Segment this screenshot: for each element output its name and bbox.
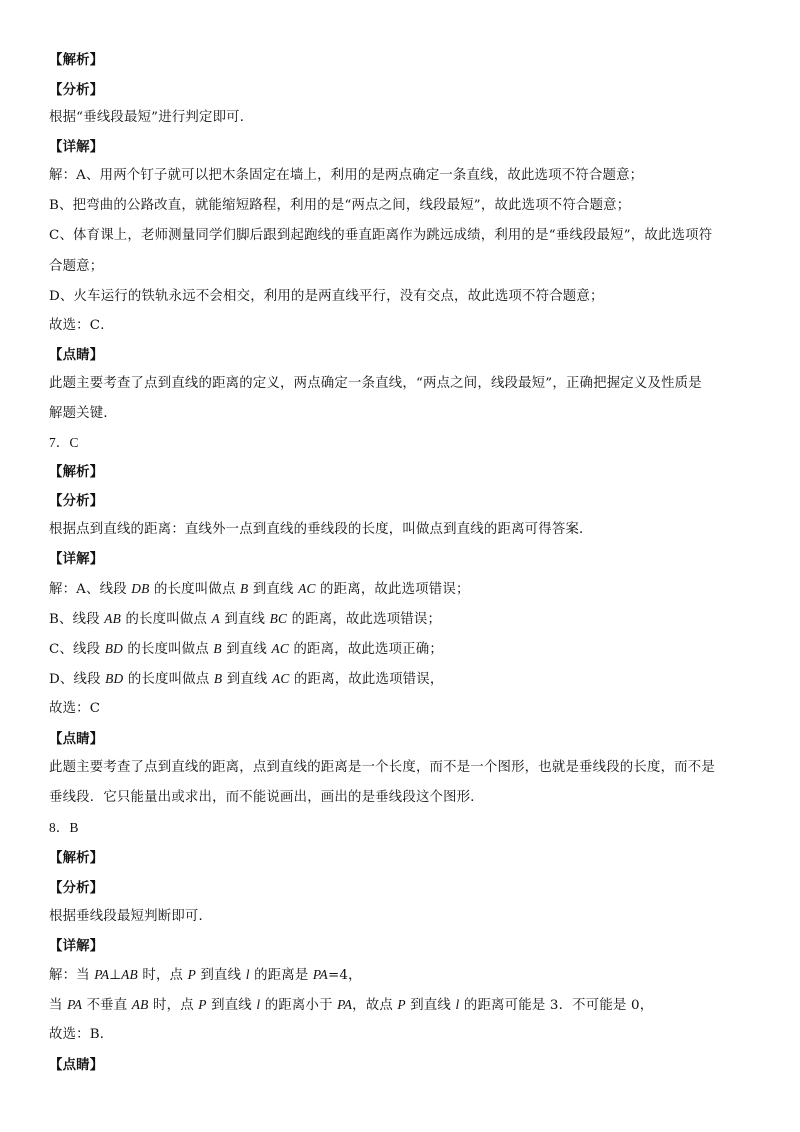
section-heading-xiangjie: 【详解】 bbox=[49, 139, 104, 155]
text-segment: B、线段 bbox=[49, 612, 105, 627]
math-symbol: AB bbox=[121, 967, 138, 982]
answer-choice: 故选：C． bbox=[49, 318, 114, 333]
text-segment: 到直线 bbox=[196, 968, 246, 983]
section-heading-xiangjie: 【详解】 bbox=[49, 938, 104, 954]
section-heading-dianjing: 【点睛】 bbox=[49, 731, 104, 747]
answer-choice: 故选：B． bbox=[49, 1027, 114, 1042]
section-heading-jiexi: 【解析】 bbox=[49, 52, 104, 68]
math-symbol: A bbox=[211, 611, 220, 626]
solution-line-d: D、火车运行的铁轨永远不会相交，利用的是两直线平行，没有交点，故此选项不符合题意； bbox=[49, 289, 604, 304]
math-symbol: PA bbox=[337, 997, 353, 1012]
math-symbol: B bbox=[213, 641, 222, 656]
analysis-text: 根据点到直线的距离：直线外一点到直线的垂线段的长度，叫做点到直线的距离可得答案． bbox=[49, 522, 593, 537]
section-heading-jiexi: 【解析】 bbox=[49, 464, 104, 480]
section-heading-fenxi: 【分析】 bbox=[49, 82, 104, 98]
text-segment: 时，点 bbox=[148, 998, 199, 1013]
solution-line-2 bbox=[49, 995, 760, 1016]
analysis-text: 根据垂线段最短判断即可． bbox=[49, 909, 213, 924]
text-segment: 当 bbox=[49, 998, 68, 1013]
text-segment: 的距离，故此选项错误， bbox=[289, 672, 444, 687]
text-segment: 到直线 bbox=[221, 642, 272, 657]
text-segment: 到直线 bbox=[248, 582, 299, 597]
text-segment: 的距离，故此选项正确； bbox=[289, 642, 443, 657]
math-symbol: BD bbox=[105, 671, 124, 686]
math-symbol: PA bbox=[94, 967, 110, 982]
text-segment: 到直线 bbox=[206, 998, 257, 1013]
text-segment: 解：A、线段 bbox=[49, 582, 132, 597]
solution-line-c-cont: 合题意； bbox=[49, 259, 104, 274]
text-segment: C、线段 bbox=[49, 642, 105, 657]
math-symbol: B bbox=[240, 581, 249, 596]
math-symbol: AB bbox=[104, 611, 122, 626]
text-segment: 的距离小于 bbox=[260, 998, 338, 1013]
comment-line-1: 此题主要考查了点到直线的距离，点到直线的距离是一个长度，而不是一个图形，也就是垂线段的长度，而不是 bbox=[49, 760, 715, 775]
math-symbol: AB bbox=[131, 997, 149, 1012]
text-segment: 的距离可能是 3．不可能是 0， bbox=[459, 998, 654, 1013]
section-heading-dianjing: 【点睛】 bbox=[49, 1057, 104, 1073]
text-segment: 到直线 bbox=[405, 998, 456, 1013]
solution-line-c bbox=[49, 639, 760, 660]
solution-line-1 bbox=[49, 965, 760, 986]
text-segment: 到直线 bbox=[219, 612, 270, 627]
section-heading-jiexi: 【解析】 bbox=[49, 850, 104, 866]
math-symbol: DB bbox=[131, 581, 150, 596]
section-heading-dianjing: 【点睛】 bbox=[49, 347, 104, 363]
solution-line-a bbox=[49, 579, 760, 600]
math-symbol: BD bbox=[104, 641, 123, 656]
math-symbol: B bbox=[213, 671, 223, 686]
comment-line-1: 此题主要考查了点到直线的距离的定义，两点确定一条直线，“两点之间，线段最短”，正确把握定义及性质是 bbox=[49, 376, 702, 391]
text-segment: ，故点 bbox=[352, 998, 398, 1013]
answer-choice: 故选：C bbox=[49, 701, 101, 716]
text-segment: 的距离是 bbox=[249, 968, 313, 983]
solution-line-d bbox=[49, 669, 760, 690]
math-symbol: l bbox=[455, 997, 460, 1012]
text-segment: 解：当 bbox=[49, 968, 95, 983]
math-symbol: BC bbox=[269, 611, 288, 626]
text-segment: 时，点 bbox=[137, 968, 188, 983]
math-symbol: l bbox=[245, 967, 250, 982]
solution-line-a: 解：A、用两个钉子就可以把木条固定在墙上，利用的是两点确定一条直线，故此选项不符合题意； bbox=[49, 168, 644, 183]
section-heading-fenxi: 【分析】 bbox=[49, 880, 104, 896]
comment-line-2: 解题关键． bbox=[49, 406, 117, 421]
text-segment: 的长度叫做点 bbox=[123, 672, 214, 687]
text-segment: 的长度叫做点 bbox=[122, 642, 214, 657]
solution-line-b bbox=[49, 609, 760, 630]
math-symbol: AC bbox=[298, 581, 316, 596]
math-symbol: P bbox=[187, 967, 196, 982]
question-number: 8．B bbox=[49, 820, 79, 835]
text-segment: D、线段 bbox=[49, 672, 106, 687]
perpendicular-symbol: ⊥ bbox=[109, 967, 122, 982]
solution-line-c: C、体育课上，老师测量同学们脚后跟到起跑线的垂直距离作为跳远成绩，利用的是“垂线段最短”，故此选项符 bbox=[49, 228, 713, 243]
math-symbol: AC bbox=[271, 671, 290, 686]
comment-line-2: 垂线段．它只能量出或求出，而不能说画出，画出的是垂线段这个图形． bbox=[49, 790, 484, 805]
text-segment: 的长度叫做点 bbox=[121, 612, 212, 627]
text-segment: 不垂直 bbox=[82, 998, 132, 1013]
text-segment: 到直线 bbox=[222, 672, 272, 687]
text-segment: 的距离，故此选项错误； bbox=[287, 612, 442, 627]
text-segment: 的距离，故此选项错误； bbox=[315, 582, 470, 597]
math-symbol: P bbox=[198, 997, 207, 1012]
section-heading-fenxi: 【分析】 bbox=[49, 493, 104, 509]
text-segment: =4， bbox=[327, 968, 362, 983]
analysis-text: 根据“垂线段最短”进行判定即可． bbox=[49, 110, 254, 125]
question-number: 7．C bbox=[49, 435, 79, 450]
math-symbol: PA bbox=[67, 997, 83, 1012]
math-symbol: l bbox=[256, 997, 261, 1012]
math-symbol: AC bbox=[271, 641, 289, 656]
math-symbol: P bbox=[397, 997, 406, 1012]
solution-line-b: B、把弯曲的公路改直，就能缩短路程，利用的是“两点之间，线段最短”，故此选项不符合题意； bbox=[49, 198, 631, 213]
math-symbol: PA bbox=[312, 967, 328, 982]
section-heading-xiangjie: 【详解】 bbox=[49, 551, 104, 567]
text-segment: 的长度叫做点 bbox=[149, 582, 240, 597]
